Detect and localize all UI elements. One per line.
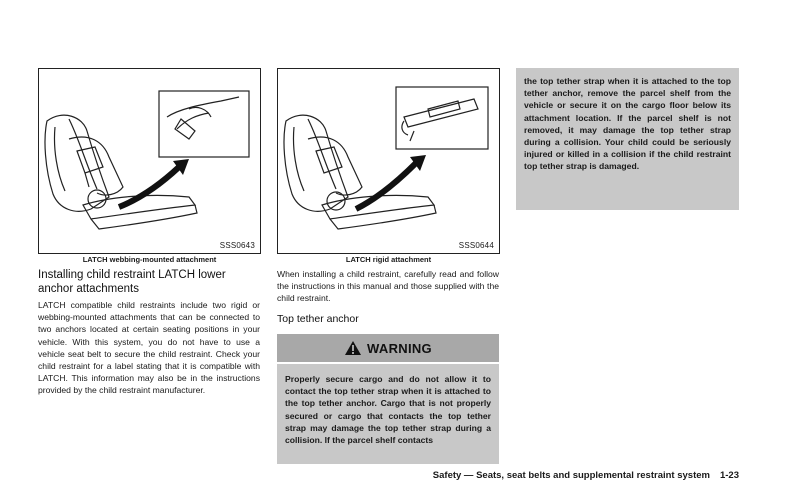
warning-header [277,334,499,362]
footer-section: Safety — Seats, seat belts and supplemental restraint system [432,470,710,481]
figure-latch-rigid [277,68,500,254]
warning-title: WARNING [367,340,432,356]
body-paragraph: LATCH compatible child restraints include two rigid or webbing-mounted attachments that can be connected to two anchors located at certain seating positions in your vehicle. With this system, you do not have to use a vehicle seat belt to secure the child restraint. Check your child restraint for a label stating that it is compatible with LATCH. This information may also be in the instructions provided by the child restraint manufacturer. [38,300,260,396]
page-footer [433,470,739,481]
warning-triangle-icon [344,340,362,356]
figure-latch-webbing [38,68,261,254]
figure-code: SSS0643 [219,241,255,250]
seat-rigid-illustration [278,69,499,253]
seat-webbing-illustration [39,69,260,253]
figure-caption: LATCH webbing-mounted attachment [82,255,217,264]
section-heading: Installing child restraint LATCH lower anchor attachments [38,269,226,295]
body-paragraph: When installing a child restraint, carefully read and follow the instructions in this manual and those supplied with the child restraint. [277,269,499,304]
warning-text: Properly secure cargo and do not allow it to contact the top tether strap when it is attached to the top tether anchor. Cargo that is not properly secured or cargo that contacts the top tether strap may damage the top tether strap during a collision. If the parcel shelf contacts [277,364,499,464]
warning-continued-text: the top tether strap when it is attached to the top tether anchor, remove the parcel shelf from the vehicle or secure it on the cargo floor below its attachment location. If the parcel shelf is not removed, it may damage the top tether strap during a collision. Your child could be seriously injured or killed in a collision if the child restraint top tether strap is damaged. [516,68,739,210]
page-number: 1-23 [719,470,739,481]
figure-caption: LATCH rigid attachment [345,255,432,264]
subsection-heading: Top tether anchor [277,313,359,325]
figure-code: SSS0644 [458,241,494,250]
